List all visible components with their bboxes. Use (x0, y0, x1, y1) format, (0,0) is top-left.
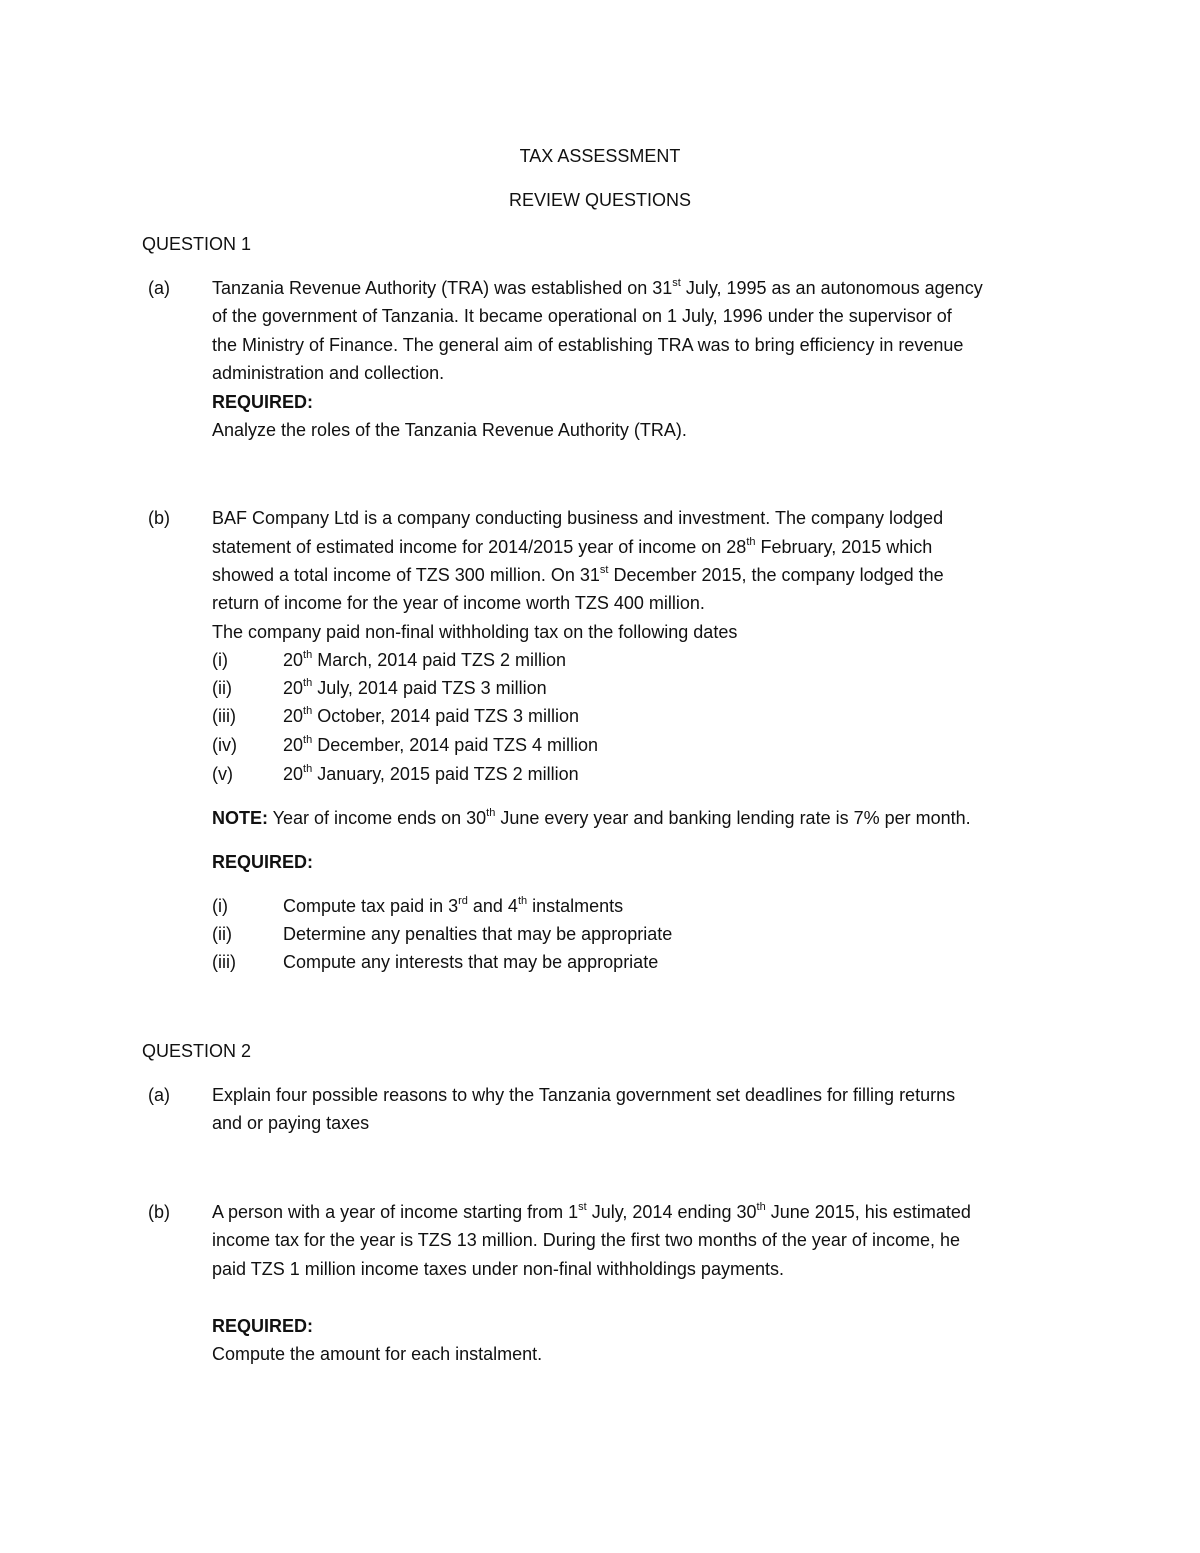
task-num: (ii) (212, 924, 232, 944)
task-num: (iii) (212, 952, 236, 972)
q1a-line-3: the Ministry of Finance. The general aim of establishing TRA was to bring efficiency in revenue (212, 335, 964, 355)
payment-num: (ii) (212, 678, 232, 698)
payment-num: (i) (212, 650, 228, 670)
task-item: Compute any interests that may be appropriate (283, 952, 659, 972)
q1a-line-1: Tanzania Revenue Authority (TRA) was established on 31st July, 1995 as an autonomous agency (212, 277, 983, 298)
payment-num: (v) (212, 764, 233, 784)
q2b-task: Compute the amount for each instalment. (212, 1344, 543, 1364)
q1a-line-4: administration and collection. (212, 363, 445, 383)
q1b-line-3: showed a total income of TZS 300 million. On 31st December 2015, the company lodged the (212, 564, 944, 585)
q2b-line-1: A person with a year of income starting from 1st July, 2014 ending 30th June 2015, his estimated (212, 1201, 971, 1222)
document-title: TAX ASSESSMENT (519, 146, 681, 166)
q1a-label: (a) (148, 278, 170, 298)
task-item: Determine any penalties that may be appropriate (283, 924, 673, 944)
q2b-line-3: paid TZS 1 million income taxes under non-final withholdings payments. (212, 1259, 784, 1279)
q1b-label: (b) (148, 508, 170, 528)
q1b-line-1: BAF Company Ltd is a company conducting business and investment. The company lodged (212, 508, 944, 528)
payment-num: (iv) (212, 735, 237, 755)
q1b-line-5: The company paid non-final withholding tax on the following dates (212, 622, 738, 642)
q1b-required-label: REQUIRED: (212, 852, 314, 872)
task-item: Compute tax paid in 3rd and 4th instalments (283, 895, 624, 916)
task-num: (i) (212, 896, 228, 916)
payment-item: 20th October, 2014 paid TZS 3 million (283, 705, 580, 726)
payment-item: 20th March, 2014 paid TZS 2 million (283, 649, 567, 670)
payment-num: (iii) (212, 706, 236, 726)
q1b-line-2: statement of estimated income for 2014/2015 year of income on 28th February, 2015 which (212, 536, 933, 557)
q2a-line-1: Explain four possible reasons to why the Tanzania government set deadlines for filling returns (212, 1085, 956, 1105)
q1a-required-label: REQUIRED: (212, 392, 314, 412)
q1b-line-4: return of income for the year of income worth TZS 400 million. (212, 593, 705, 613)
payment-item: 20th January, 2015 paid TZS 2 million (283, 763, 579, 784)
q2b-label: (b) (148, 1202, 170, 1222)
question-1-heading: QUESTION 1 (142, 234, 252, 254)
q1a-line-2: of the government of Tanzania. It became operational on 1 July, 1996 under the supervisor of (212, 306, 952, 326)
question-2-heading: QUESTION 2 (142, 1041, 252, 1061)
q2b-line-2: income tax for the year is TZS 13 million. During the first two months of the year of income, he (212, 1230, 960, 1250)
q1b-note: NOTE: Year of income ends on 30th June every year and banking lending rate is 7% per month. (212, 807, 971, 828)
document-subtitle: REVIEW QUESTIONS (508, 190, 692, 210)
q1a-task: Analyze the roles of the Tanzania Revenue Authority (TRA). (212, 420, 687, 440)
payment-item: 20th July, 2014 paid TZS 3 million (283, 677, 547, 698)
payment-item: 20th December, 2014 paid TZS 4 million (283, 734, 599, 755)
q2a-line-2: and or paying taxes (212, 1113, 370, 1133)
q2b-required-label: REQUIRED: (212, 1316, 314, 1336)
q2a-label: (a) (148, 1085, 170, 1105)
